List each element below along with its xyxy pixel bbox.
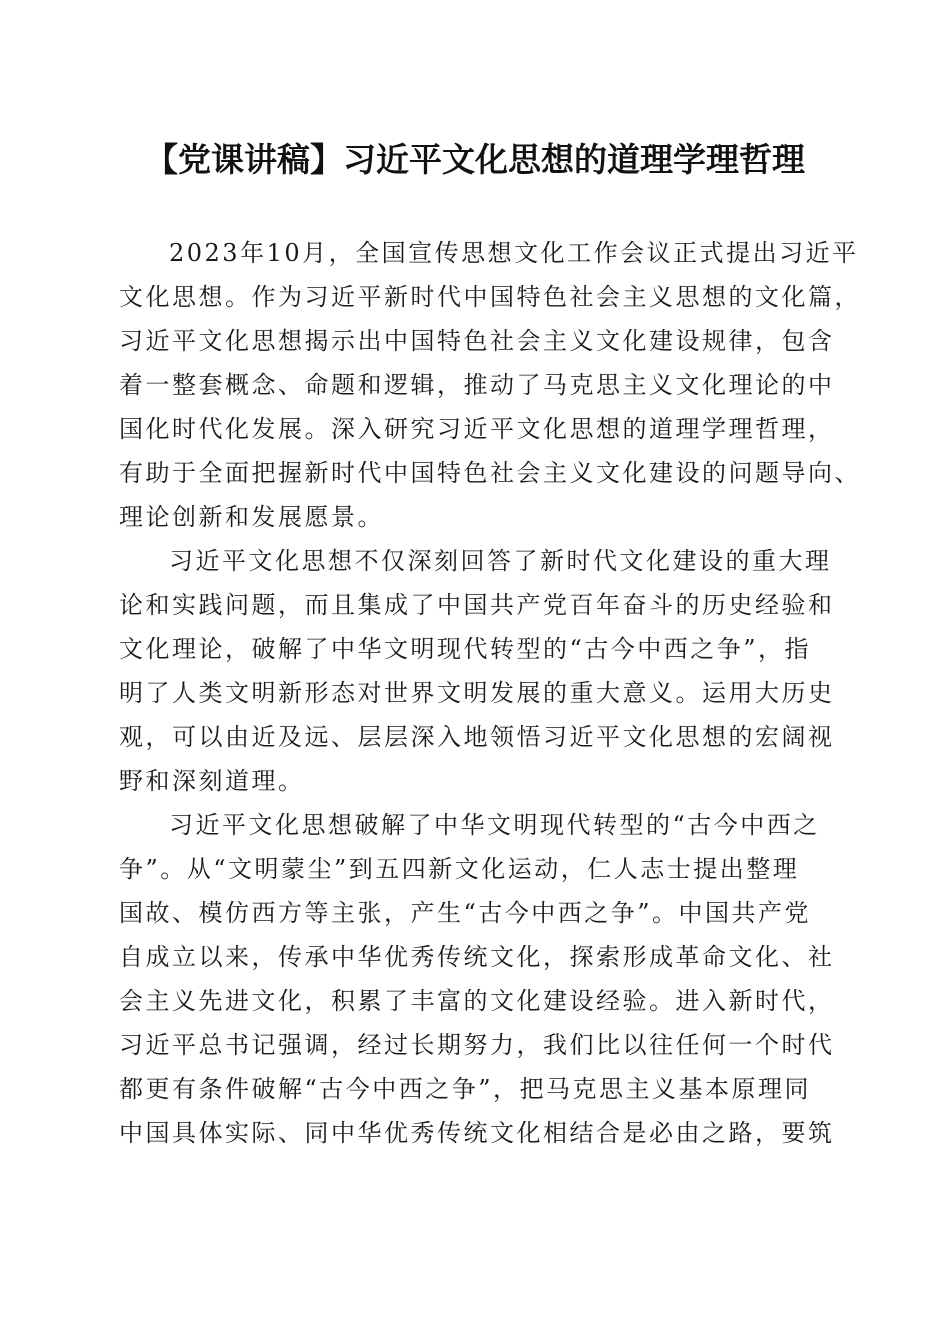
- paragraph-3: [119, 803, 835, 1155]
- paragraph-line: 观，可以由近及远、层层深入地领悟习近平文化思想的宏阔视: [119, 723, 835, 751]
- paragraph-line: 习近平总书记强调，经过长期努力，我们比以往任何一个时代: [119, 1031, 835, 1059]
- paragraph-line: 有助于全面把握新时代中国特色社会主义文化建设的问题导向、: [119, 459, 861, 487]
- paragraph-line: 文化理论，破解了中华文明现代转型的“古今中西之争”，指: [119, 635, 812, 663]
- paragraph-line: 争”。从“文明蒙尘”到五四新文化运动，仁人志士提出整理: [119, 855, 800, 883]
- paragraph-line: 2023年10月，全国宣传思想文化工作会议正式提出习近平: [169, 239, 859, 267]
- paragraph-line: 习近平文化思想不仅深刻回答了新时代文化建设的重大理: [169, 547, 832, 575]
- paragraph-line: 自成立以来，传承中华优秀传统文化，探索形成革命文化、社: [119, 943, 835, 971]
- paragraph-line: 国故、模仿西方等主张，产生“古今中西之争”。中国共产党: [119, 899, 812, 927]
- paragraph-1: [119, 231, 861, 539]
- paragraph-line: 论和实践问题，而且集成了中国共产党百年奋斗的历史经验和: [119, 591, 835, 619]
- paragraph-line: 会主义先进文化，积累了丰富的文化建设经验。进入新时代，: [119, 987, 835, 1015]
- paragraph-line: 着一整套概念、命题和逻辑，推动了马克思主义文化理论的中: [119, 371, 835, 399]
- paragraph-line: 明了人类文明新形态对世界文明发展的重大意义。运用大历史: [119, 679, 835, 707]
- paragraph-line: 都更有条件破解“古今中西之争”，把马克思主义基本原理同: [119, 1075, 812, 1103]
- paragraph-line: 野和深刻道理。: [119, 767, 305, 795]
- paragraph-line: 中国具体实际、同中华优秀传统文化相结合是必由之路，要筑: [119, 1119, 835, 1147]
- paragraph-2: [119, 539, 835, 803]
- paragraph-line: 习近平文化思想揭示出中国特色社会主义文化建设规律，包含: [119, 327, 835, 355]
- paragraph-line: 习近平文化思想破解了中华文明现代转型的“古今中西之: [169, 811, 820, 839]
- page-title: 【党课讲稿】习近平文化思想的道理学理哲理: [145, 140, 805, 179]
- document-body: [119, 231, 861, 1155]
- paragraph-line: 国化时代化发展。深入研究习近平文化思想的道理学理哲理，: [119, 415, 835, 443]
- paragraph-line: 文化思想。作为习近平新时代中国特色社会主义思想的文化篇，: [119, 283, 861, 311]
- paragraph-line: 理论创新和发展愿景。: [119, 503, 384, 531]
